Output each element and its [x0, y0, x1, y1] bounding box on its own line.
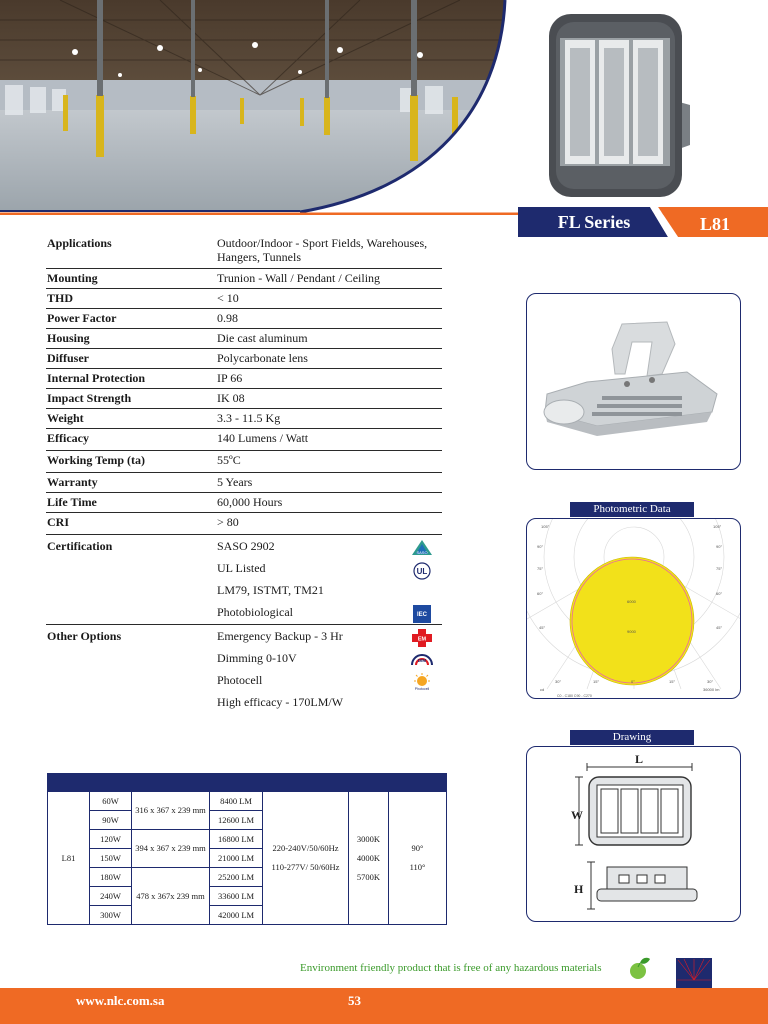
certification-item: Photobiological	[217, 605, 293, 619]
spec-key: Life Time	[47, 495, 97, 509]
product-front-image	[549, 14, 690, 197]
spec-row-certification	[46, 535, 442, 625]
spec-key: Weight	[47, 411, 84, 425]
spec-value: 60,000 Hours	[217, 495, 283, 509]
dimming-badge-icon	[410, 651, 434, 669]
beam-cell	[389, 792, 447, 925]
svg-text:UL: UL	[416, 567, 428, 576]
table-header-cell	[389, 774, 447, 792]
spec-key: Internal Protection	[47, 371, 146, 385]
table-header-cell	[349, 774, 389, 792]
table-header-cell	[210, 774, 263, 792]
svg-text:EM: EM	[417, 636, 427, 643]
website-link[interactable]: www.nlc.com.sa	[76, 993, 165, 1008]
svg-text:75°: 75°	[716, 566, 723, 571]
svg-text:105°: 105°	[541, 524, 550, 529]
certification-item: SASO 2902	[217, 539, 275, 553]
product-image-panel	[526, 293, 741, 470]
svg-text:15°: 15°	[593, 679, 600, 684]
spec-value: 140 Lumens / Watt	[217, 431, 309, 445]
saso-badge-icon	[410, 539, 434, 557]
svg-text:45°: 45°	[539, 625, 546, 630]
spec-row-thd	[46, 289, 442, 309]
table-header-cell	[263, 774, 349, 792]
lumen-cell: 25200 LM	[210, 868, 263, 887]
lumen-cell: 33600 LM	[210, 887, 263, 906]
spec-key: Working Temp (ta)	[47, 453, 146, 467]
watt-cell: 180W	[90, 868, 132, 887]
svg-text:75°: 75°	[537, 566, 544, 571]
spec-row-diffuser	[46, 349, 442, 369]
spec-value: Outdoor/Indoor - Sport Fields, Warehouses, Hangers, Tunnels	[217, 236, 428, 264]
lumen-cell: 42000 LM	[210, 906, 263, 925]
spec-value: > 80	[217, 515, 239, 529]
spec-row-mounting	[46, 269, 442, 289]
cct-value: 3000K	[356, 833, 381, 844]
svg-text:W: W	[571, 808, 583, 822]
spec-key: Warranty	[47, 475, 98, 489]
eco-statement: Environment friendly product that is free of any hazardous materials	[300, 962, 602, 974]
svg-text:H: H	[574, 882, 584, 896]
spec-value: 55ºC	[217, 453, 241, 467]
certification-item: UL Listed	[217, 561, 266, 575]
watt-cell: 120W	[90, 830, 132, 849]
photometric-curve	[570, 557, 694, 685]
svg-text:C0 - C180 C90 - C270: C0 - C180 C90 - C270	[557, 694, 592, 698]
svg-text:105°: 105°	[713, 524, 722, 529]
spec-key: Applications	[47, 236, 112, 250]
watt-cell: 240W	[90, 887, 132, 906]
size-cell: 316 x 367 x 239 mm	[132, 792, 210, 830]
spec-value: Polycarbonate lens	[217, 351, 308, 365]
voltage-value: 220-240V/50/60Hz	[272, 843, 339, 853]
table-header-cell	[48, 774, 90, 792]
table-header-row	[48, 774, 447, 792]
spec-key: Certification	[47, 539, 113, 553]
spec-key: Efficacy	[47, 431, 89, 445]
spec-value: < 10	[217, 291, 239, 305]
svg-text:DIM: DIM	[417, 658, 427, 663]
other-options-list	[216, 625, 442, 715]
warehouse-photo	[0, 0, 520, 215]
spec-value: Trunion - Wall / Pendant / Ceiling	[217, 271, 381, 285]
option-item: High efficacy - 170LM/W	[217, 695, 344, 709]
table-header-cell	[132, 774, 210, 792]
svg-text:45°: 45°	[716, 625, 723, 630]
watt-cell: 90W	[90, 811, 132, 830]
emergency-badge-icon	[410, 629, 434, 647]
drawing-panel	[526, 746, 741, 922]
hero-banner	[0, 0, 768, 215]
option-item: Photocell	[217, 673, 263, 687]
series-title: FL Series	[557, 212, 631, 232]
spec-value: 3.3 - 11.5 Kg	[217, 411, 281, 425]
size-cell: 394 x 367 x 239 mm	[132, 830, 210, 868]
svg-text:SASO: SASO	[416, 550, 428, 555]
hero-illustration	[0, 0, 768, 215]
size-cell: 478 x 367x 239 mm	[132, 868, 210, 925]
svg-text:60°: 60°	[716, 591, 723, 596]
page-number: 53	[348, 993, 361, 1008]
spec-table	[46, 234, 442, 715]
svg-text:Photocell: Photocell	[414, 687, 430, 691]
spec-value: IK 08	[217, 391, 245, 405]
model-cell: L81	[48, 792, 90, 925]
voltage-value: 110-277V/ 50/60Hz	[271, 862, 340, 872]
spec-key: Mounting	[47, 271, 98, 285]
photometric-title: Photometric Data	[570, 502, 694, 517]
svg-text:L: L	[635, 752, 644, 766]
table-row	[48, 792, 447, 811]
model-title: L81	[699, 214, 730, 234]
svg-text:36000 lm: 36000 lm	[703, 687, 720, 692]
spec-row-efficacy	[46, 429, 442, 451]
lumen-cell: 12600 LM	[210, 811, 263, 830]
spec-row-working-temp	[46, 451, 442, 473]
product-angled-image	[527, 294, 741, 470]
beam-value: 90°	[411, 843, 424, 853]
svg-text:30°: 30°	[555, 679, 562, 684]
spec-row-housing	[46, 329, 442, 349]
dimension-drawing	[527, 747, 741, 922]
spec-key: CRI	[47, 515, 70, 529]
spec-row-applications	[46, 234, 442, 269]
spec-value: IP 66	[217, 371, 243, 385]
photometric-chart	[527, 519, 741, 699]
spec-row-weight	[46, 409, 442, 429]
spec-row-life-time	[46, 493, 442, 513]
spec-key: Power Factor	[47, 311, 117, 325]
table-header-cell	[90, 774, 132, 792]
svg-text:cd: cd	[540, 687, 545, 692]
ul-badge-icon	[410, 562, 434, 580]
watt-cell: 150W	[90, 849, 132, 868]
spec-row-power-factor	[46, 309, 442, 329]
option-item: Dimming 0-10V	[217, 651, 297, 665]
spec-key: Diffuser	[47, 351, 89, 365]
svg-text:15°: 15°	[669, 679, 676, 684]
watt-cell: 300W	[90, 906, 132, 925]
spec-value: 0.98	[217, 311, 238, 325]
photocell-badge-icon	[410, 673, 434, 691]
iec-badge-icon	[410, 605, 434, 623]
svg-text:90°: 90°	[537, 544, 544, 549]
drawing-title: Drawing	[570, 730, 694, 745]
beam-value: 110°	[409, 862, 426, 872]
voltage-cell	[263, 792, 349, 925]
photometric-panel	[526, 518, 741, 699]
spec-row-internal-protection	[46, 369, 442, 389]
product-table	[47, 773, 447, 925]
svg-text:9000: 9000	[627, 629, 636, 634]
watt-cell: 60W	[90, 792, 132, 811]
svg-text:30°: 30°	[707, 679, 714, 684]
cct-value: 5700K	[356, 871, 381, 882]
spec-key: Impact Strength	[47, 391, 132, 405]
certification-list	[216, 535, 442, 624]
spec-key: Other Options	[47, 629, 122, 643]
spec-value: 5 Years	[217, 475, 253, 489]
spec-row-other-options	[46, 625, 442, 715]
spec-key: Housing	[47, 331, 90, 345]
spec-row-impact-strength	[46, 389, 442, 409]
option-item: Emergency Backup - 3 Hr	[217, 629, 343, 643]
eco-leaf-icon	[626, 955, 652, 981]
lumen-cell: 16800 LM	[210, 830, 263, 849]
svg-text:60°: 60°	[537, 591, 544, 596]
lumen-cell: 21000 LM	[210, 849, 263, 868]
certification-item: LM79, ISTMT, TM21	[217, 583, 324, 597]
svg-text:0°: 0°	[631, 679, 635, 684]
cct-value: 4000K	[356, 852, 381, 863]
lumen-cell: 8400 LM	[210, 792, 263, 811]
svg-text:90°: 90°	[716, 544, 723, 549]
cct-cell	[349, 792, 389, 925]
spec-row-cri	[46, 513, 442, 535]
svg-text:6000: 6000	[627, 599, 636, 604]
svg-text:IEC: IEC	[416, 612, 428, 618]
spec-value: Die cast aluminum	[217, 331, 308, 345]
spec-key: THD	[47, 291, 74, 305]
spec-row-warranty	[46, 473, 442, 493]
